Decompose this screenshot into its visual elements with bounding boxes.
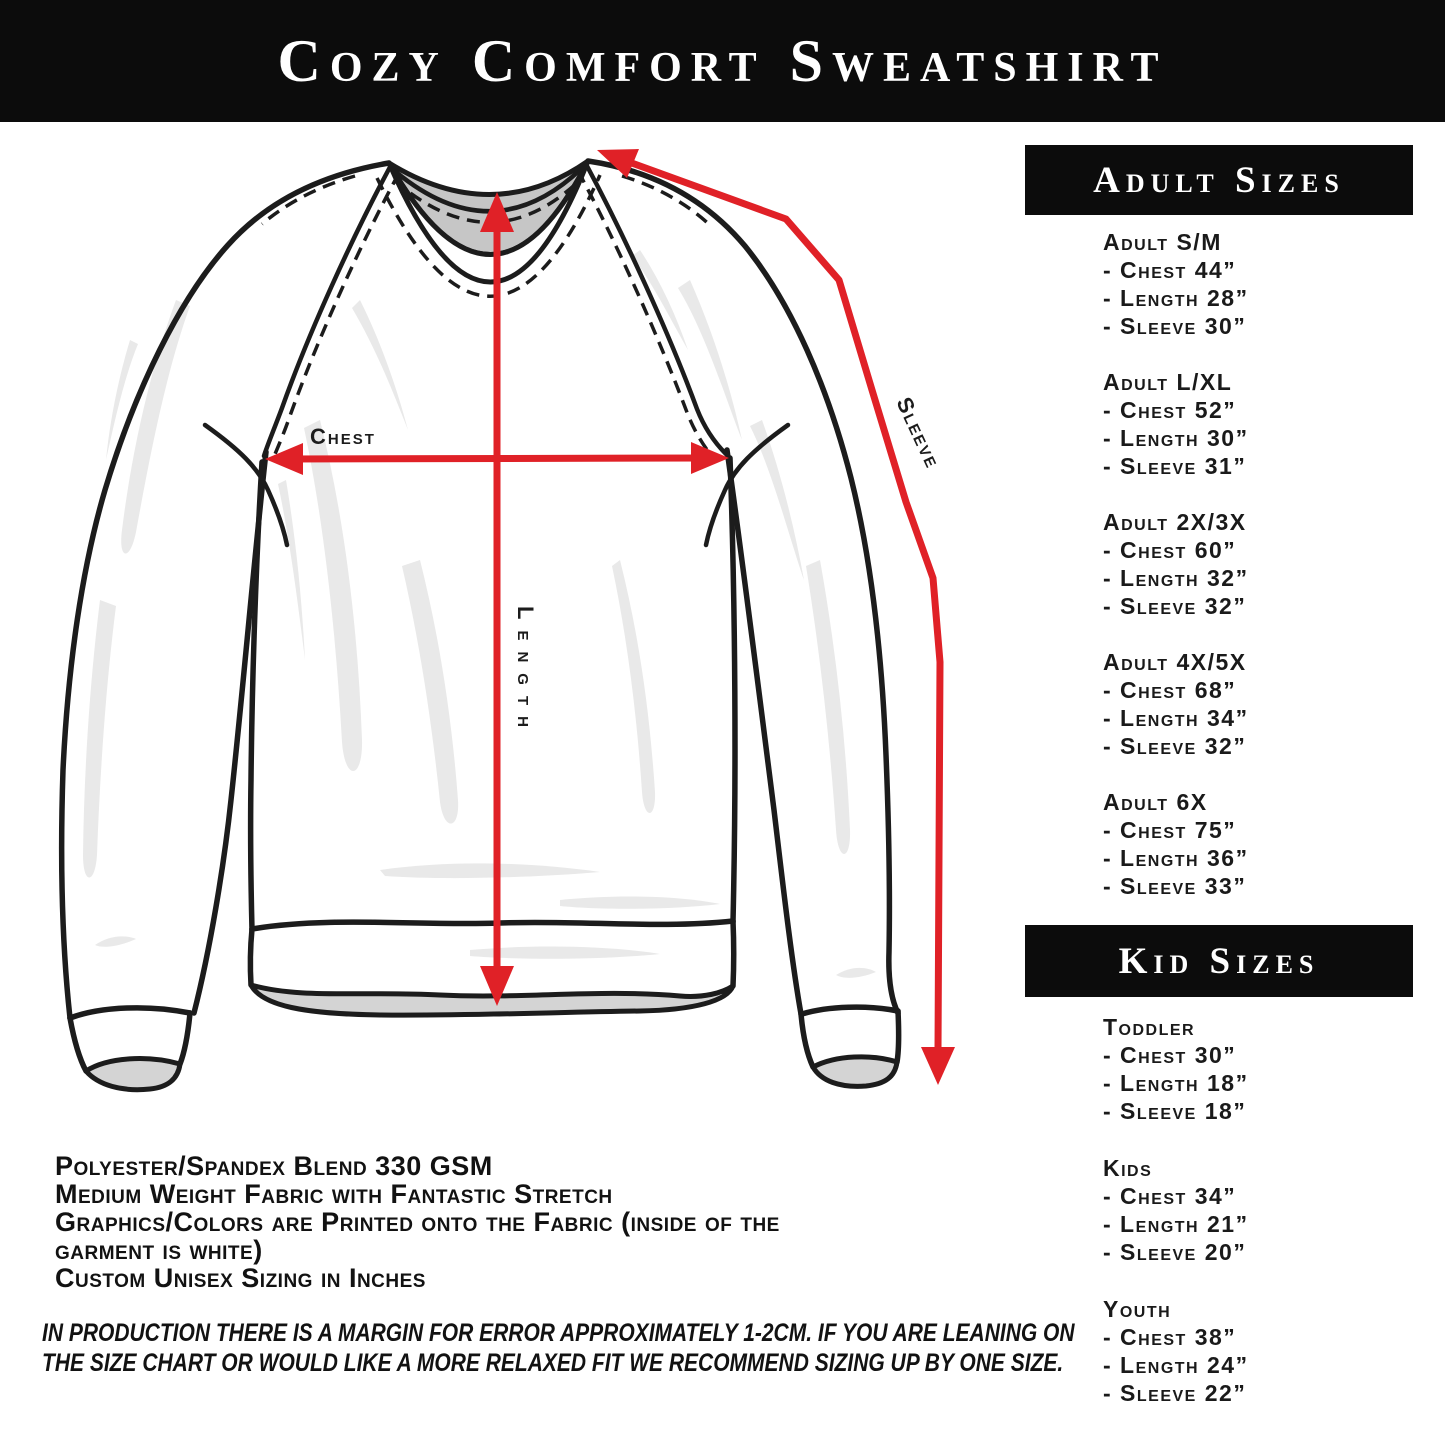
size-line: - Sleeve 18” xyxy=(1103,1098,1247,1124)
size-line: - Length 30” xyxy=(1103,425,1249,451)
size-line: - Chest 60” xyxy=(1103,537,1237,563)
size-line: - Length 34” xyxy=(1103,705,1249,731)
size-line: - Length 21” xyxy=(1103,1211,1249,1237)
size-block-adult-6x xyxy=(1103,788,1413,900)
size-line: - Sleeve 31” xyxy=(1103,453,1247,479)
size-line: - Chest 68” xyxy=(1103,677,1237,703)
size-block-adult-sm xyxy=(1103,228,1413,340)
size-name: Youth xyxy=(1103,1296,1172,1322)
size-name: Adult 4X/5X xyxy=(1103,649,1247,675)
length-arrow xyxy=(480,192,514,1006)
size-line: - Chest 52” xyxy=(1103,397,1237,423)
size-name: Adult S/M xyxy=(1103,229,1222,255)
size-line: - Length 28” xyxy=(1103,285,1249,311)
size-line: - Chest 75” xyxy=(1103,817,1237,843)
size-block-youth xyxy=(1103,1295,1413,1407)
size-block-kids xyxy=(1103,1154,1413,1266)
garment-outline xyxy=(62,161,898,1018)
adult-sizes-heading: Adult Sizes xyxy=(1025,145,1413,215)
fabric-detail-line: Graphics/Colors are Printed onto the Fabric (inside of the xyxy=(55,1207,780,1237)
kid-sizes-heading: Kid Sizes xyxy=(1025,925,1413,997)
size-line: - Sleeve 32” xyxy=(1103,733,1247,759)
size-block-adult-4x5x xyxy=(1103,648,1413,760)
fabric-detail-line: Medium Weight Fabric with Fantastic Stretch xyxy=(55,1179,613,1209)
disclaimer-line: IN PRODUCTION THERE IS A MARGIN FOR ERROR APPROXIMATELY 1-2CM. IF YOU ARE LEANING ON xyxy=(42,1319,1075,1347)
size-name: Adult L/XL xyxy=(1103,369,1233,395)
left-cuff xyxy=(70,1008,190,1090)
disclaimer-line: THE SIZE CHART OR WOULD LIKE A MORE RELAXED FIT WE RECOMMEND SIZING UP BY ONE SIZE. xyxy=(42,1349,1064,1377)
size-block-adult-lxl xyxy=(1103,368,1413,480)
fabric-details xyxy=(55,1152,1035,1292)
size-name: Adult 2X/3X xyxy=(1103,509,1247,535)
size-line: - Length 32” xyxy=(1103,565,1249,591)
size-name: Kids xyxy=(1103,1155,1153,1181)
sweatshirt-diagram xyxy=(30,120,1030,1120)
size-line: - Chest 44” xyxy=(1103,257,1237,283)
size-line: - Chest 34” xyxy=(1103,1183,1237,1209)
size-line: - Length 24” xyxy=(1103,1352,1249,1378)
wrinkle-shading xyxy=(83,250,876,978)
size-line: - Sleeve 20” xyxy=(1103,1239,1247,1265)
size-line: - Length 36” xyxy=(1103,845,1249,871)
title-banner xyxy=(0,0,1445,122)
size-block-toddler xyxy=(1103,1013,1413,1125)
length-label: Length xyxy=(513,606,538,738)
page-title: Cozy Comfort Sweatshirt xyxy=(277,27,1168,94)
size-name: Toddler xyxy=(1103,1014,1196,1040)
fabric-detail-line: Polyester/Spandex Blend 330 GSM xyxy=(55,1151,493,1181)
size-line: - Sleeve 33” xyxy=(1103,873,1247,899)
size-line: - Sleeve 22” xyxy=(1103,1380,1247,1406)
sleeve-label: Sleeve xyxy=(891,393,947,473)
fabric-detail-line: garment is white) xyxy=(55,1235,263,1265)
size-line: - Chest 30” xyxy=(1103,1042,1237,1068)
right-cuff xyxy=(801,1007,899,1086)
production-disclaimer xyxy=(42,1318,1075,1378)
fabric-detail-line: Custom Unisex Sizing in Inches xyxy=(55,1263,426,1293)
size-line: - Sleeve 32” xyxy=(1103,593,1247,619)
size-block-adult-2x3x xyxy=(1103,508,1413,620)
size-line: - Sleeve 30” xyxy=(1103,313,1247,339)
chest-label: Chest xyxy=(310,424,376,449)
size-line: - Length 18” xyxy=(1103,1070,1249,1096)
size-line: - Chest 38” xyxy=(1103,1324,1237,1350)
size-name: Adult 6X xyxy=(1103,789,1208,815)
